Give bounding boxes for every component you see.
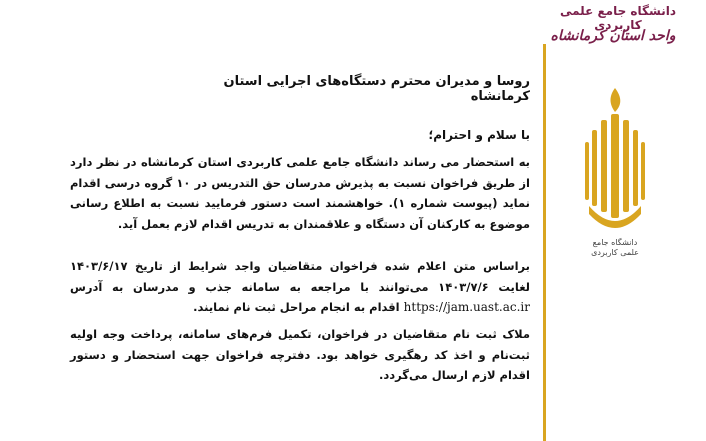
letter-paragraph-3: ملاک ثبت نام متقاضیان در فراخوان، تکمیل فرم‌های سامانه، پرداخت وجه اولیه ثبت‌نام و اخذ کد رهگیری خواهد بود. دفترچه فراخوان جهت استحضار و دستور اقدام لازم ارسال می‌گردد.	[70, 327, 530, 382]
paragraph-2-text: براساس متن اعلام شده فراخوان متقاضیان واجد شرایط از تاریخ ۱۴۰۳/۶/۱۷ لغایت ۱۴۰۳/۷/۶ می‌توانند با مراجعه به سامانه جذب و مدرسان به آدرس	[70, 259, 531, 294]
paragraph-2-end: اقدام به انجام مراحل ثبت نام نمایند.	[193, 300, 400, 314]
letter-paragraph-1: به استحضار می رساند دانشگاه جامع علمی کاربردی استان کرمانشاه در نظر دارد از طریق فراخوان نسبت به پذیرش مدرسان حق التدریس در ۱۰ گروه درسی اقدام نماید (پیوست شماره ۱). خواهشمند است دستور فرمایید نسبت به اطلاع رسانی موضوع به کارکنان آن دستگاه و علاقمندان به تدریس اقدام لازم بعمل آید.	[70, 155, 531, 231]
logo-caption-line2: علمی کاربردی	[591, 248, 639, 257]
registration-url-link[interactable]: https://jam.uast.ac.ir	[403, 300, 530, 314]
unit-name: واحد استان کرمانشاه	[550, 28, 676, 44]
logo-caption	[580, 238, 650, 258]
university-name: دانشگاه جامع علمی کاربردی	[560, 4, 676, 32]
letter-paragraph-2	[70, 256, 530, 318]
university-torch-logo-icon	[585, 86, 645, 236]
letter-greeting: با سلام و احترام؛	[428, 128, 530, 142]
letter-heading: روسا و مدیران محترم دستگاه‌های اجرایی استان کرمانشاه	[223, 74, 530, 104]
gold-divider	[543, 44, 546, 441]
logo-caption-line1: دانشگاه جامع	[592, 238, 638, 247]
